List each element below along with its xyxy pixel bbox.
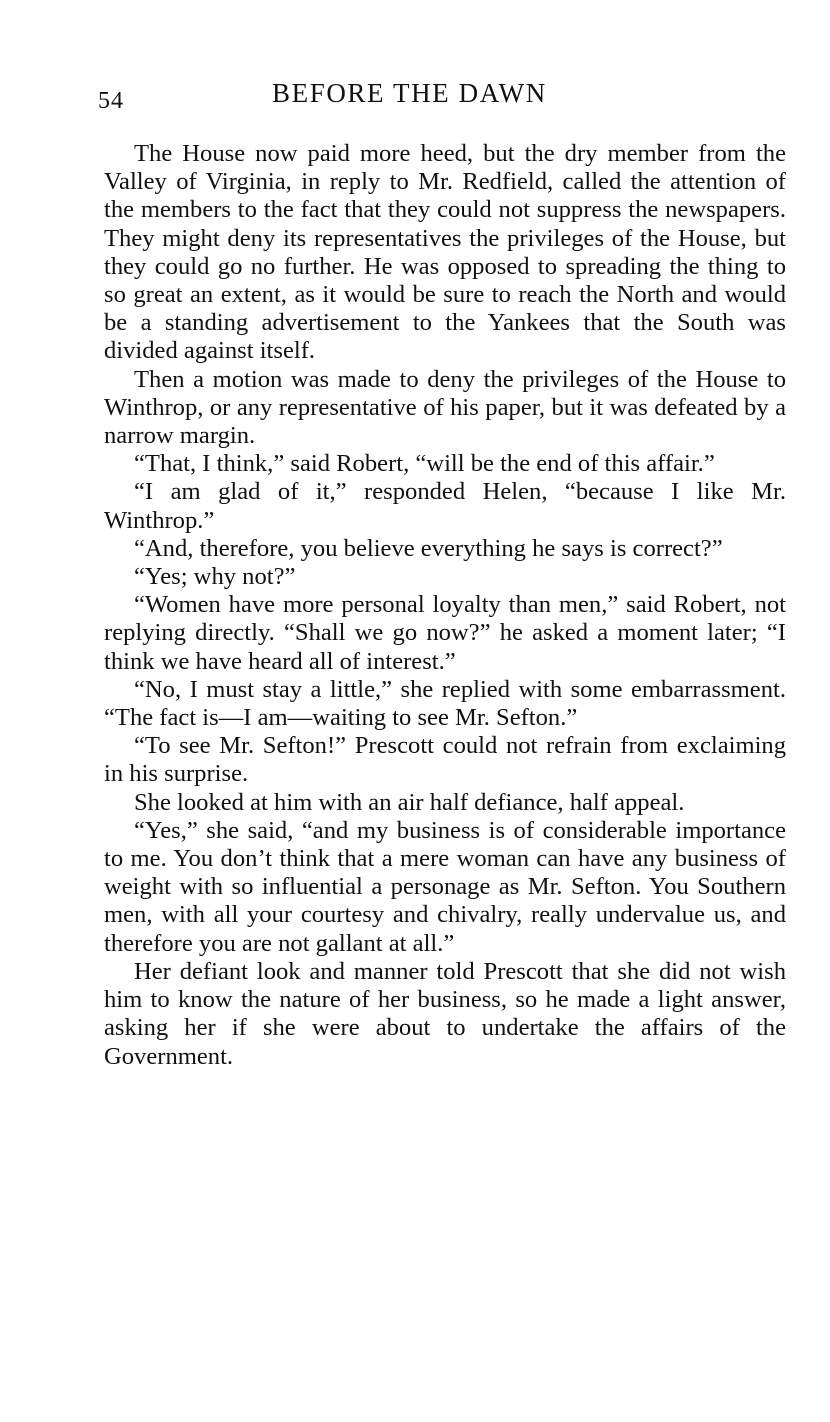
paragraph: “Women have more personal loyalty than men,” said Robert, not replying directly. “Shall we go now?” he asked a moment later; “I think we have heard all of interest.”	[104, 591, 786, 675]
paragraph: She looked at him with an air half defiance, half appeal.	[134, 788, 685, 816]
paragraph: “I am glad of it,” responded Helen, “because I like Mr. Winthrop.”	[104, 478, 786, 534]
paragraph: Then a motion was made to deny the privileges of the House to Winthrop, or any representative of his paper, but it was defeated by a narrow margin.	[104, 365, 786, 450]
paragraph: Her defiant look and manner told Prescott that she did not wish him to know the nature of her business, so he made a light answer, asking her if she were about to undertake the affairs of the Government.	[104, 957, 786, 1070]
paragraph: “That, I think,” said Robert, “will be the end of this affair.”	[134, 450, 715, 478]
running-title: BEFORE THE DAWN	[272, 78, 547, 108]
paragraph: “And, therefore, you believe everything he says is correct?”	[134, 534, 723, 562]
paragraph: “Yes; why not?”	[134, 563, 296, 591]
page-number: 54	[98, 88, 124, 114]
paragraph: “No, I must stay a little,” she replied with some embarrassment. “The fact is—I am—waiting to see Mr. Sefton.”	[104, 675, 786, 732]
paragraph: “Yes,” she said, “and my business is of considerable importance to me. You don’t think that a mere woman can have any business of weight with so influential a personage as Mr. Sefton. You Southern men, with all your courtesy and chivalry, really undervalue us, and therefore you are not gallant at all.”	[104, 816, 786, 957]
paragraph: The House now paid more heed, but the dry member from the Valley of Virginia, in reply to Mr. Redfield, called the attention of the members to the fact that they could not suppress the newspapers. They might deny its representatives the privileges of the House, but they could go no further. He was opposed to spreading the thing to so great an extent, as it would be sure to reach the North and would be a standing advertisement to the Yankees that the South was divided against itself.	[104, 140, 786, 365]
body-text	[104, 140, 786, 1071]
page-header	[0, 74, 830, 114]
paragraph: “To see Mr. Sefton!” Prescott could not refrain from exclaiming in his surprise.	[104, 732, 786, 788]
